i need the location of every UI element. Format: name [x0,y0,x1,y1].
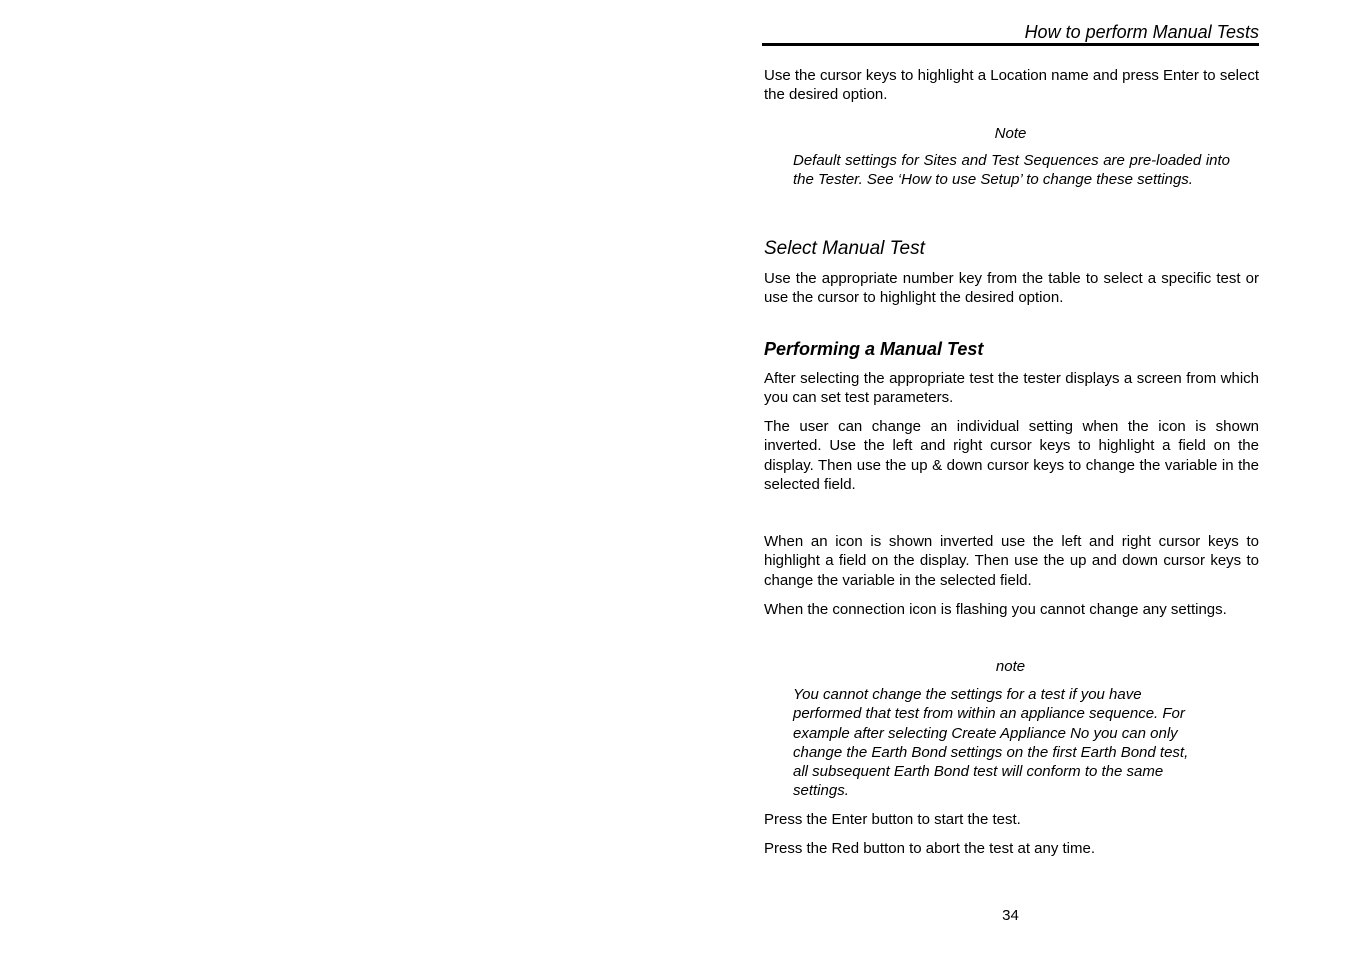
note-line: change the Earth Bond settings on the first Earth Bond test, [793,743,1189,761]
performing-paragraph-3: When an icon is shown inverted use the left and right cursor keys to highlight a field on the display. Then use the up and down cursor keys to change the variable in the selected field. [764,533,1259,589]
note-line: settings. [793,782,849,800]
note-text-2 [793,685,1223,801]
note-line: all subsequent Earth Bond test will conform to the same [793,763,1164,781]
press-red-paragraph: Press the Red button to abort the test at any time. [764,840,1096,857]
page-header [762,21,1259,46]
performing-paragraph-2: The user can change an individual setting when the icon is shown inverted. Use the left and right cursor keys to highlight a field on the display. Then use the up & down cursor keys to change the variable in the selected field. [764,418,1259,493]
note-line: example after selecting Create Appliance No you can only [793,724,1178,742]
performing-paragraph-4: When the connection icon is flashing you cannot change any settings. [764,601,1227,618]
note-label-2: note [995,658,1026,675]
page-header-title: How to perform Manual Tests [1024,22,1259,42]
note-label: Note [994,125,1027,142]
performing-paragraph-1: After selecting the appropriate test the tester displays a screen from which you can set test parameters. [764,370,1259,407]
blank-left-page [0,0,675,954]
section-heading-performing-manual-test: Performing a Manual Test [764,339,984,359]
select-manual-test-paragraph: Use the appropriate number key from the table to select a specific test or use the cursor to highlight the desired option. [764,270,1259,307]
intro-paragraph: Use the cursor keys to highlight a Location name and press Enter to select the desired option. [764,67,1259,104]
manual-page [762,0,1259,954]
press-enter-paragraph: Press the Enter button to start the test. [764,811,1021,828]
page-number: 34 [1002,907,1019,924]
note-line: performed that test from within an appliance sequence. For [793,705,1185,723]
section-heading-select-manual-test: Select Manual Test [764,238,925,259]
note-line: You cannot change the settings for a test if you have [793,686,1142,703]
note-text: Default settings for Sites and Test Sequences are pre-loaded into the Tester. See ‘How to use Setup’ to change these settings. [793,152,1230,189]
